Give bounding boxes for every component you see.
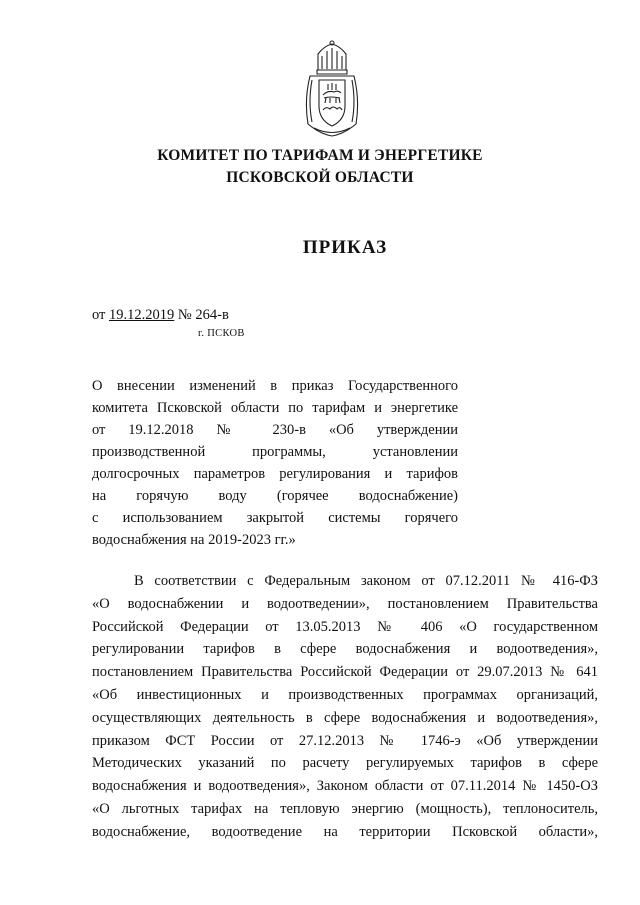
document-title: ПРИКАЗ bbox=[302, 237, 388, 258]
subject-line: водоснабжения на 2019-2023 гг.» bbox=[92, 532, 296, 548]
city-label: г. ПСКОВ bbox=[198, 328, 245, 339]
order-subject bbox=[92, 375, 458, 551]
committee-name-line-2: ПСКОВСКОЙ ОБЛАСТИ bbox=[226, 169, 414, 186]
subject-line: от 19.12.2018 № 230-в «Об утверждении bbox=[92, 422, 458, 438]
body-line: водоснабжение, водоотведение на территории Псковской области», bbox=[92, 823, 598, 840]
committee-name-line-1: КОМИТЕТ ПО ТАРИФАМ И ЭНЕРГЕТИКЕ bbox=[157, 147, 483, 164]
document-number: 264-в bbox=[195, 307, 229, 323]
body-line: Российской Федерации от 13.05.2013 № 406 «О государственном bbox=[92, 618, 598, 635]
number-sign: № bbox=[174, 307, 196, 323]
subject-line: долгосрочных параметров регулирования и тарифов bbox=[92, 466, 458, 482]
body-line: осуществляющих деятельность в сфере водоснабжения и водоотведения», bbox=[92, 709, 598, 726]
body-line: В соответствии с Федеральным законом от 07.12.2011 № 416-ФЗ bbox=[134, 573, 598, 589]
body-paragraph bbox=[92, 570, 598, 844]
document-date: 19.12.2019 bbox=[109, 307, 175, 323]
coat-of-arms-emblem bbox=[300, 40, 364, 138]
subject-line: на горячую воду (горячее водоснабжение) bbox=[92, 488, 458, 504]
subject-line: производственной программы, установлении bbox=[92, 444, 458, 460]
subject-line: с использованием закрытой системы горячего bbox=[92, 510, 458, 526]
subject-line: комитета Псковской области по тарифам и энергетике bbox=[92, 400, 458, 416]
subject-line: О внесении изменений в приказ Государственного bbox=[92, 378, 458, 394]
body-line: Методических указаний по расчету регулируемых тарифов в сфере bbox=[92, 755, 598, 772]
date-number-line bbox=[92, 307, 229, 324]
body-line: водоснабжения и водоотведения», Законом области от 07.11.2014 № 1450-ОЗ bbox=[92, 778, 598, 795]
body-line: регулировании тарифов в сфере водоснабжения и водоотведения», bbox=[92, 641, 598, 658]
body-line: «О льготных тарифах на тепловую энергию (мощность), теплоноситель, bbox=[92, 800, 598, 817]
body-line: приказом ФСТ России от 27.12.2013 № 1746-э «Об утверждении bbox=[92, 732, 598, 749]
date-prefix: от bbox=[92, 307, 110, 323]
body-line: «О водоснабжении и водоотведении», постановлением Правительства bbox=[92, 595, 598, 612]
body-line: постановлением Правительства Российской Федерации от 29.07.2013 № 641 bbox=[92, 664, 598, 681]
body-line: «Об инвестиционных и производственных программах организаций, bbox=[92, 686, 598, 703]
